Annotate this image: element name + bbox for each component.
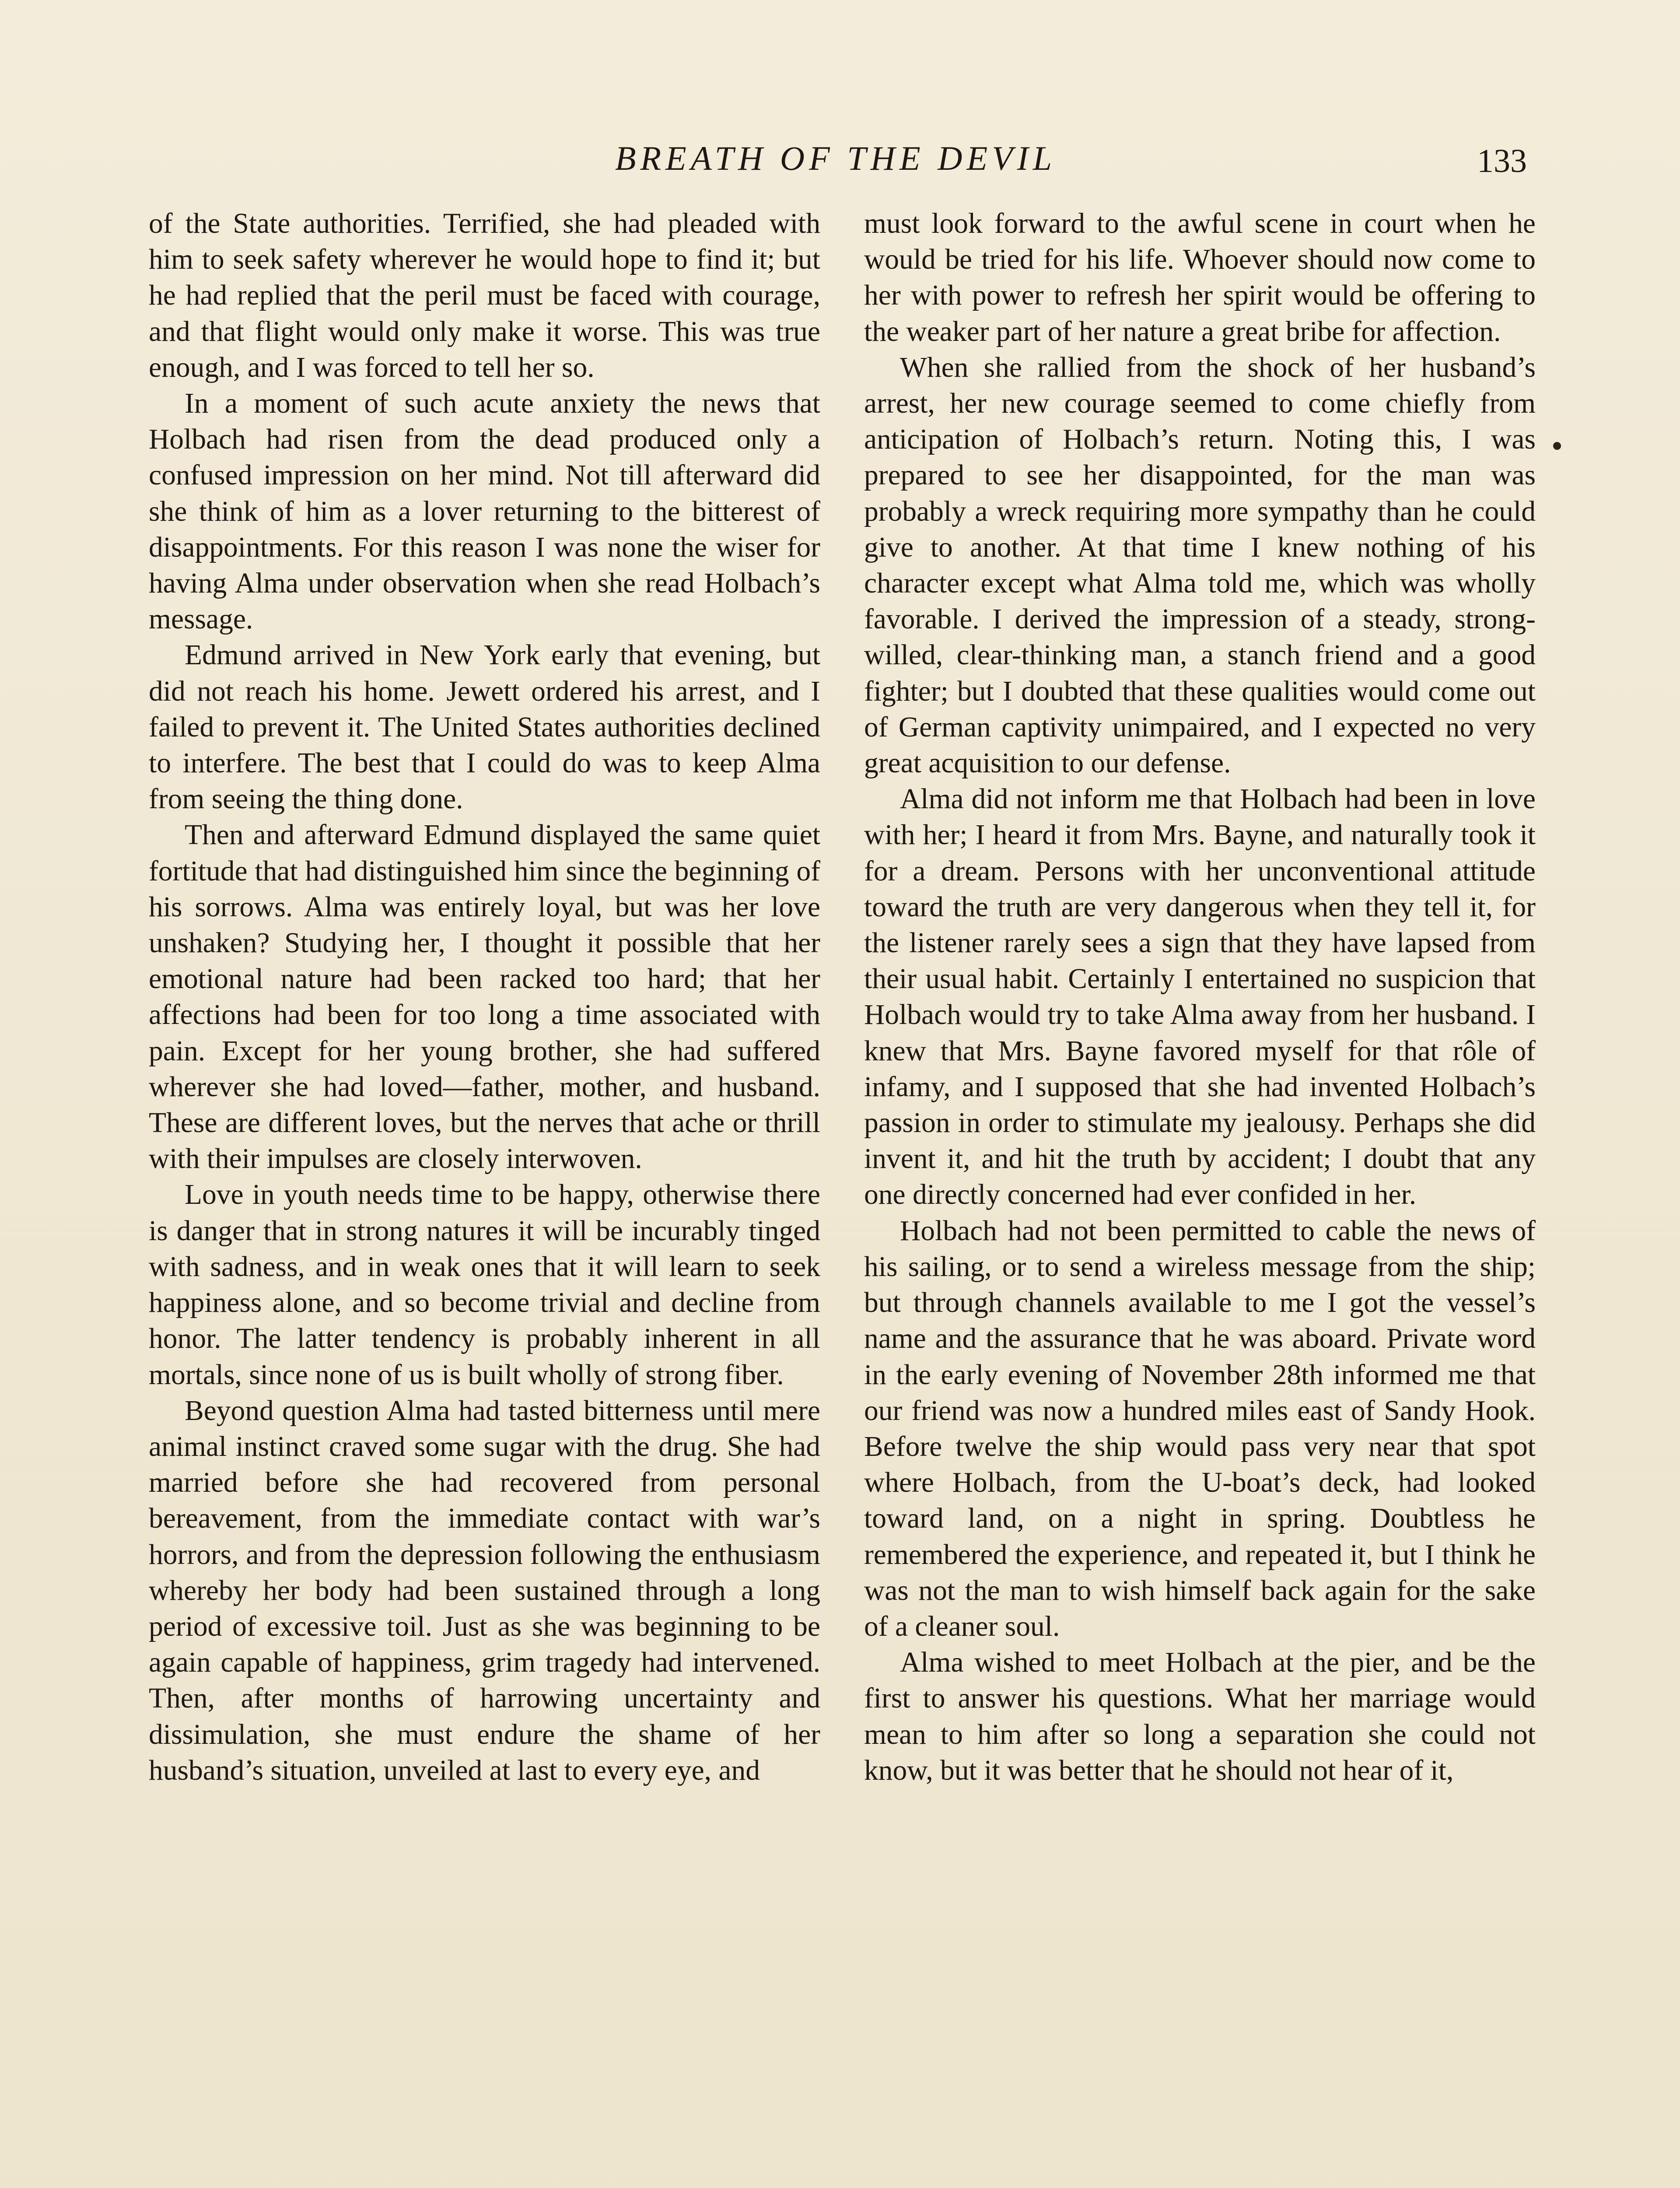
running-head xyxy=(144,127,1544,179)
paragraph: of the State authorities. Terrified, she had pleaded with him to seek safety wherever he would hope to find it; but he had replied that the peril must be faced with courage, and that flight would only make it worse. This was true enough, and I was forced to tell her so. xyxy=(149,208,820,383)
paragraph: In a moment of such acute anxiety the news that Holbach had risen from the dead produced only a confused impression on her mind. Not till afterward did she think of him as a lover returning to the bitterest of disappointments. For this reason I was none the wiser for having Alma under observation when she read Holbach’s message. xyxy=(149,388,820,635)
paragraph: Alma wished to meet Holbach at the pier, and be the first to answer his questions. What her marriage would mean to him after so long a separation she could not know, but it was better that he should not hear of it, xyxy=(864,1647,1536,1786)
left-column xyxy=(149,206,820,1788)
paragraph: Holbach had not been permitted to cable the news of his sailing, or to send a wireless message from the ship; but through channels available to me I got the vessel’s name and the assurance that he was aboard. Private word in the early evening of November 28th informed me that our friend was now a hundred miles east of Sandy Hook. Before twelve the ship would pass very near that spot where Holbach, from the U-boat’s deck, had looked toward land, on a night in spring. Doubtless he remembered the experience, and repeated it, but I think he was not the man to wish himself back again for the sake of a cleaner soul. xyxy=(864,1215,1536,1642)
paragraph: Alma did not inform me that Holbach had been in love with her; I heard it from Mrs. Bayne, and naturally took it for a dream. Persons with her unconventional attitude toward the truth are very dangerous when they tell it, for the listener rarely sees a sign that they have lapsed from their usual habit. Certainly I entertained no suspicion that Holbach would try to take Alma away from her husband. I knew that Mrs. Bayne favored myself for that rôle of infamy, and I supposed that she had invented Holbach’s passion in order to stimulate my jealousy. Perhaps she did invent it, and hit the truth by accident; I doubt that any one directly concerned had ever confided in her. xyxy=(864,783,1536,1211)
paragraph: must look forward to the awful scene in court when he would be tried for his life. Whoever should now come to her with power to refresh her spirit would be offering to the weaker part of her nature a great bribe for affection. xyxy=(864,208,1536,347)
paragraph: Beyond question Alma had tasted bitterness until mere animal instinct craved some sugar with the drug. She had married before she had recovered from personal bereavement, from the immediate contact with war’s horrors, and from the depression following the enthusiasm whereby her body had been sustained through a long period of excessive toil. Just as she was beginning to be again capable of happiness, grim tragedy had intervened. Then, after months of harrowing uncertainty and dissimulation, she must endure the shame of her husband’s situation, unveiled at last to every eye, and xyxy=(149,1395,820,1786)
right-column xyxy=(864,206,1536,1788)
paragraph: Love in youth needs time to be happy, otherwise there is danger that in strong natures it will be incurably tinged with sadness, and in weak ones that it will learn to seek happiness alone, and so become trivial and decline from honor. The latter tendency is probably inherent in all mortals, since none of us is built wholly of strong fiber. xyxy=(149,1179,820,1391)
page-number: 133 xyxy=(1477,143,1527,179)
paragraph: Then and afterward Edmund displayed the same quiet fortitude that had distinguished him since the beginning of his sorrows. Alma was entirely loyal, but was her love unshaken? Studying her, I thought it possible that her emotional nature had been racked too hard; that her affections had been for too long a time associated with pain. Except for her young brother, she had suffered wherever she had loved—father, mother, and husband. These are different loves, but the nerves that ache or thrill with their impulses are closely interwoven. xyxy=(149,819,820,1175)
margin-dot xyxy=(1553,442,1561,450)
paragraph: When she rallied from the shock of her husband’s arrest, her new courage seemed to come chiefly from anticipation of Holbach’s return. Noting this, I was prepared to see her disappointed, for the man was probably a wreck requiring more sympathy than he could give to another. At that time I knew nothing of his character except what Alma told me, which was wholly favorable. I derived the impression of a steady, strong-willed, clear-thinking man, a stanch friend and a good fighter; but I doubted that these qualities would come out of German captivity unimpaired, and I expected no very great acquisition to our defense. xyxy=(864,351,1536,779)
paragraph: Edmund arrived in New York early that evening, but did not reach his home. Jewett ordered his arrest, and I failed to prevent it. The United States authorities declined to interfere. The best that I could do was to keep Alma from seeing the thing done. xyxy=(149,639,820,815)
running-title: BREATH OF THE DEVIL xyxy=(615,139,1057,177)
